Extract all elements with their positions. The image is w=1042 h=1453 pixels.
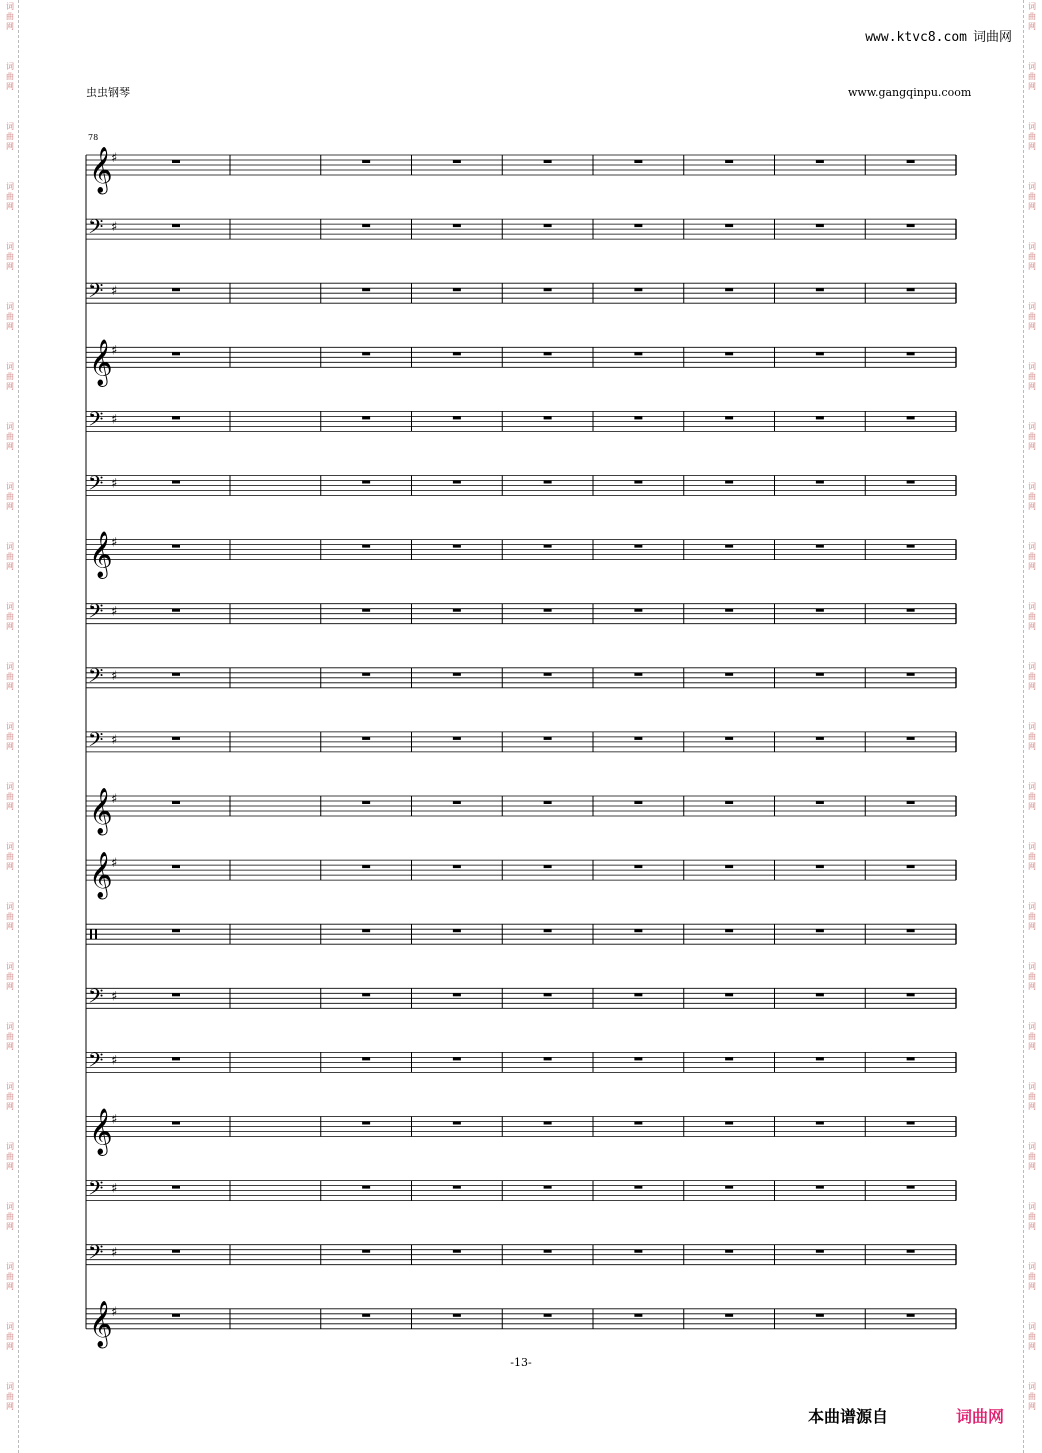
whole-rest	[544, 481, 552, 484]
whole-rest	[725, 1314, 733, 1317]
whole-rest	[634, 481, 642, 484]
whole-rest	[907, 865, 915, 868]
whole-rest	[172, 929, 180, 932]
sharp-key-signature: ♯	[111, 343, 118, 359]
whole-rest	[172, 1186, 180, 1189]
sharp-key-signature: ♯	[111, 220, 118, 236]
treble-clef: 𝄞	[89, 531, 113, 578]
whole-rest	[725, 288, 733, 291]
whole-rest	[634, 865, 642, 868]
percussion-clef	[90, 929, 92, 939]
sharp-key-signature: ♯	[111, 856, 118, 872]
side-watermark-mark: 词 曲 网	[1028, 482, 1036, 511]
whole-rest	[907, 160, 915, 163]
whole-rest	[544, 929, 552, 932]
whole-rest	[725, 865, 733, 868]
sharp-key-signature: ♯	[111, 412, 118, 428]
whole-rest	[544, 801, 552, 804]
whole-rest	[634, 352, 642, 355]
bass-clef: 𝄢	[88, 471, 104, 500]
whole-rest	[725, 224, 733, 227]
sharp-key-signature: ♯	[111, 1053, 118, 1069]
side-watermark-mark: 词 曲 网	[6, 1082, 14, 1111]
side-watermark-mark: 词 曲 网	[6, 902, 14, 931]
whole-rest	[907, 929, 915, 932]
whole-rest	[544, 352, 552, 355]
sharp-key-signature: ♯	[111, 989, 118, 1005]
whole-rest	[816, 160, 824, 163]
bass-clef: 𝄢	[88, 663, 104, 692]
bass-clef: 𝄢	[88, 1240, 104, 1269]
whole-rest	[725, 1122, 733, 1125]
whole-rest	[725, 737, 733, 740]
whole-rest	[816, 224, 824, 227]
whole-rest	[907, 545, 915, 548]
page-number: -13-	[510, 1356, 532, 1369]
whole-rest	[725, 673, 733, 676]
whole-rest	[172, 673, 180, 676]
treble-clef: 𝄞	[89, 788, 113, 834]
side-watermark-mark: 词 曲 网	[6, 722, 14, 751]
side-watermark-mark: 词 曲 网	[1028, 182, 1036, 211]
whole-rest	[907, 801, 915, 804]
whole-rest	[172, 160, 180, 163]
bass-clef: 𝄢	[88, 1048, 104, 1077]
whole-rest	[634, 1186, 642, 1189]
whole-rest	[725, 160, 733, 163]
whole-rest	[816, 1314, 824, 1317]
side-watermark-mark: 词 曲 网	[1028, 1322, 1036, 1351]
whole-rest	[634, 737, 642, 740]
whole-rest	[544, 737, 552, 740]
whole-rest	[453, 160, 461, 163]
whole-rest	[453, 1250, 461, 1253]
treble-clef: 𝄞	[89, 852, 113, 899]
footer-source-label: 本曲谱源自	[808, 1407, 889, 1426]
whole-rest	[362, 288, 370, 291]
whole-rest	[907, 288, 915, 291]
bass-clef: 𝄢	[88, 727, 104, 756]
side-watermark-mark: 词 曲 网	[1028, 722, 1036, 751]
whole-rest	[725, 481, 733, 484]
sharp-key-signature: ♯	[111, 535, 118, 551]
whole-rest	[544, 1057, 552, 1060]
whole-rest	[725, 609, 733, 612]
whole-rest	[544, 545, 552, 548]
sharp-key-signature: ♯	[111, 1245, 118, 1261]
sharp-key-signature: ♯	[111, 1112, 118, 1128]
whole-rest	[362, 416, 370, 419]
whole-rest	[453, 1186, 461, 1189]
whole-rest	[544, 673, 552, 676]
whole-rest	[816, 929, 824, 932]
side-watermark-mark: 词 曲 网	[6, 842, 14, 871]
side-watermark-mark: 词 曲 网	[6, 602, 14, 631]
whole-rest	[816, 993, 824, 996]
whole-rest	[634, 224, 642, 227]
whole-rest	[362, 160, 370, 163]
sharp-key-signature: ♯	[111, 284, 118, 300]
whole-rest	[544, 416, 552, 419]
whole-rest	[634, 1057, 642, 1060]
whole-rest	[816, 288, 824, 291]
side-watermark-mark: 词 曲 网	[6, 302, 14, 331]
whole-rest	[172, 288, 180, 291]
side-watermark-mark: 词 曲 网	[6, 422, 14, 451]
treble-clef: 𝄞	[89, 1108, 113, 1155]
whole-rest	[172, 801, 180, 804]
whole-rest	[362, 1057, 370, 1060]
side-watermark-mark: 词 曲 网	[6, 1142, 14, 1171]
whole-rest	[634, 609, 642, 612]
whole-rest	[907, 737, 915, 740]
whole-rest	[453, 737, 461, 740]
side-watermark-mark: 词 曲 网	[6, 662, 14, 691]
site-url[interactable]: www.ktvc8.com	[865, 30, 967, 45]
sharp-key-signature: ♯	[111, 1304, 118, 1320]
bass-clef: 𝄢	[88, 1176, 104, 1205]
whole-rest	[172, 1250, 180, 1253]
side-watermark-mark: 词 曲 网	[6, 1202, 14, 1231]
whole-rest	[172, 481, 180, 484]
side-watermark-mark: 词 曲 网	[6, 542, 14, 571]
whole-rest	[172, 609, 180, 612]
footer-site-name[interactable]: 词曲网	[956, 1407, 1005, 1426]
whole-rest	[362, 609, 370, 612]
whole-rest	[172, 1057, 180, 1060]
whole-rest	[634, 416, 642, 419]
measure-number: 78	[88, 133, 99, 142]
side-watermark-mark: 词 曲 网	[1028, 422, 1036, 451]
whole-rest	[907, 1122, 915, 1125]
side-watermark-mark: 词 曲 网	[1028, 1082, 1036, 1111]
treble-clef: 𝄞	[89, 339, 113, 386]
side-watermark-mark: 词 曲 网	[1028, 1202, 1036, 1231]
side-watermark-mark: 词 曲 网	[1028, 602, 1036, 631]
whole-rest	[544, 288, 552, 291]
whole-rest	[172, 1314, 180, 1317]
whole-rest	[453, 993, 461, 996]
sharp-key-signature: ♯	[111, 151, 118, 166]
whole-rest	[172, 416, 180, 419]
whole-rest	[453, 545, 461, 548]
whole-rest	[362, 352, 370, 355]
bass-clef: 𝄢	[88, 599, 104, 628]
bass-clef: 𝄢	[88, 215, 104, 244]
whole-rest	[453, 1314, 461, 1317]
whole-rest	[816, 481, 824, 484]
whole-rest	[362, 929, 370, 932]
whole-rest	[544, 1122, 552, 1125]
whole-rest	[634, 929, 642, 932]
whole-rest	[725, 1186, 733, 1189]
side-watermark-mark: 词 曲 网	[6, 782, 14, 811]
whole-rest	[453, 224, 461, 227]
whole-rest	[907, 993, 915, 996]
side-watermark-mark: 词 曲 网	[1028, 242, 1036, 271]
whole-rest	[634, 993, 642, 996]
whole-rest	[453, 801, 461, 804]
side-watermark-mark: 词 曲 网	[6, 1382, 14, 1411]
whole-rest	[453, 865, 461, 868]
side-watermark-mark: 词 曲 网	[1028, 1262, 1036, 1291]
whole-rest	[816, 352, 824, 355]
whole-rest	[907, 352, 915, 355]
whole-rest	[453, 929, 461, 932]
side-watermark-mark: 词 曲 网	[1028, 962, 1036, 991]
whole-rest	[907, 1057, 915, 1060]
side-watermark-mark: 词 曲 网	[1028, 2, 1036, 31]
bass-clef: 𝄢	[88, 279, 104, 308]
side-watermark-mark: 词 曲 网	[6, 182, 14, 211]
whole-rest	[453, 1122, 461, 1125]
whole-rest	[362, 673, 370, 676]
bass-clef: 𝄢	[88, 407, 104, 436]
whole-rest	[172, 737, 180, 740]
whole-rest	[907, 224, 915, 227]
whole-rest	[816, 801, 824, 804]
side-watermark-mark: 词 曲 网	[6, 242, 14, 271]
whole-rest	[172, 224, 180, 227]
whole-rest	[816, 737, 824, 740]
side-watermark-mark: 词 曲 网	[6, 1262, 14, 1291]
whole-rest	[725, 1250, 733, 1253]
whole-rest	[634, 1314, 642, 1317]
whole-rest	[725, 545, 733, 548]
side-watermark-mark: 词 曲 网	[1028, 302, 1036, 331]
whole-rest	[362, 865, 370, 868]
whole-rest	[634, 288, 642, 291]
whole-rest	[634, 1250, 642, 1253]
sharp-key-signature: ♯	[111, 1181, 118, 1197]
whole-rest	[172, 865, 180, 868]
whole-rest	[907, 1250, 915, 1253]
score-header-left: 虫虫钢琴	[86, 86, 130, 99]
whole-rest	[172, 545, 180, 548]
whole-rest	[172, 1122, 180, 1125]
whole-rest	[544, 993, 552, 996]
whole-rest	[362, 1250, 370, 1253]
side-watermark-mark: 词 曲 网	[1028, 362, 1036, 391]
sharp-key-signature: ♯	[111, 792, 118, 807]
whole-rest	[907, 481, 915, 484]
whole-rest	[816, 1057, 824, 1060]
whole-rest	[816, 545, 824, 548]
side-watermark-mark: 词 曲 网	[1028, 842, 1036, 871]
side-watermark-mark: 词 曲 网	[6, 2, 14, 31]
side-watermark-mark: 词 曲 网	[6, 62, 14, 91]
whole-rest	[544, 1186, 552, 1189]
whole-rest	[544, 609, 552, 612]
whole-rest	[816, 865, 824, 868]
side-watermark-mark: 词 曲 网	[1028, 1022, 1036, 1051]
whole-rest	[362, 1122, 370, 1125]
whole-rest	[362, 1314, 370, 1317]
whole-rest	[362, 993, 370, 996]
whole-rest	[816, 1186, 824, 1189]
whole-rest	[725, 416, 733, 419]
sharp-key-signature: ♯	[111, 476, 118, 492]
whole-rest	[634, 801, 642, 804]
side-watermark-mark: 词 曲 网	[1028, 122, 1036, 151]
whole-rest	[634, 1122, 642, 1125]
side-watermark-mark: 词 曲 网	[1028, 542, 1036, 571]
side-watermark-mark: 词 曲 网	[1028, 782, 1036, 811]
bass-clef: 𝄢	[88, 984, 104, 1013]
side-watermark-mark: 词 曲 网	[6, 1322, 14, 1351]
whole-rest	[362, 481, 370, 484]
whole-rest	[453, 609, 461, 612]
whole-rest	[544, 1250, 552, 1253]
whole-rest	[362, 224, 370, 227]
whole-rest	[453, 673, 461, 676]
whole-rest	[544, 224, 552, 227]
side-watermark-mark: 词 曲 网	[6, 122, 14, 151]
whole-rest	[453, 1057, 461, 1060]
whole-rest	[634, 160, 642, 163]
whole-rest	[453, 288, 461, 291]
sharp-key-signature: ♯	[111, 732, 118, 748]
side-watermark-mark: 词 曲 网	[6, 482, 14, 511]
site-name: 词曲网	[972, 30, 1012, 45]
whole-rest	[816, 609, 824, 612]
whole-rest	[453, 481, 461, 484]
whole-rest	[725, 801, 733, 804]
whole-rest	[725, 352, 733, 355]
whole-rest	[907, 673, 915, 676]
whole-rest	[544, 160, 552, 163]
side-watermark-mark: 词 曲 网	[1028, 902, 1036, 931]
side-watermark-mark: 词 曲 网	[6, 1022, 14, 1051]
side-watermark-mark: 词 曲 网	[6, 962, 14, 991]
whole-rest	[725, 929, 733, 932]
side-watermark-mark: 词 曲 网	[6, 362, 14, 391]
side-watermark-mark: 词 曲 网	[1028, 1142, 1036, 1171]
whole-rest	[907, 416, 915, 419]
whole-rest	[544, 865, 552, 868]
whole-rest	[725, 993, 733, 996]
whole-rest	[453, 416, 461, 419]
whole-rest	[907, 1186, 915, 1189]
side-watermark-mark: 词 曲 网	[1028, 662, 1036, 691]
whole-rest	[362, 1186, 370, 1189]
whole-rest	[362, 737, 370, 740]
whole-rest	[544, 1314, 552, 1317]
sharp-key-signature: ♯	[111, 668, 118, 684]
whole-rest	[172, 352, 180, 355]
sharp-key-signature: ♯	[111, 604, 118, 620]
whole-rest	[634, 545, 642, 548]
whole-rest	[453, 352, 461, 355]
whole-rest	[816, 1122, 824, 1125]
whole-rest	[907, 609, 915, 612]
whole-rest	[816, 1250, 824, 1253]
whole-rest	[634, 673, 642, 676]
whole-rest	[907, 1314, 915, 1317]
treble-clef: 𝄞	[89, 1300, 113, 1347]
whole-rest	[816, 416, 824, 419]
percussion-clef	[95, 929, 97, 939]
whole-rest	[816, 673, 824, 676]
whole-rest	[362, 801, 370, 804]
whole-rest	[362, 545, 370, 548]
treble-clef: 𝄞	[89, 147, 113, 193]
whole-rest	[172, 993, 180, 996]
whole-rest	[725, 1057, 733, 1060]
score-header-right: www.gangqinpu.coom	[848, 86, 972, 99]
side-watermark-mark: 词 曲 网	[1028, 62, 1036, 91]
side-watermark-mark: 词 曲 网	[1028, 1382, 1036, 1411]
